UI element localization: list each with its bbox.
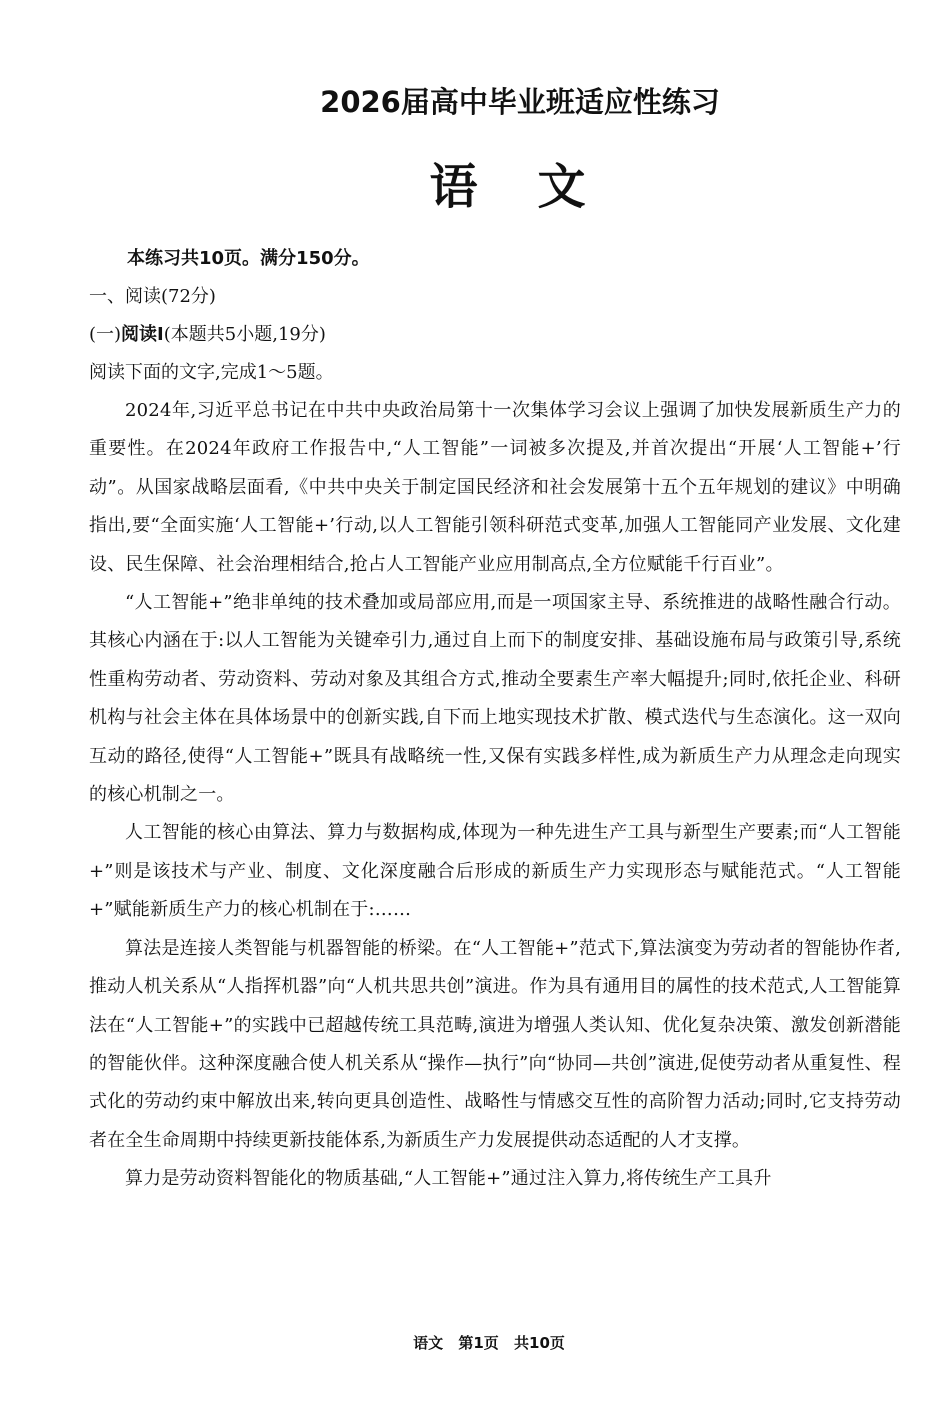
subsection-heading bbox=[89, 316, 901, 354]
subsection-prefix: (一) bbox=[89, 324, 122, 345]
paragraph-2: “人工智能+”绝非单纯的技术叠加或局部应用,而是一项国家主导、系统推进的战略性融合行动。其核心内涵在于:以人工智能为关键牵引力,通过自上而下的制度安排、基础设施布局与政策引导,系统性重构劳动者、劳动资料、劳动对象及其组合方式,推动全要素生产率大幅提升;同时,依托企业、科研机构与社会主体在具体场景中的创新实践,自下而上地实现技术扩散、模式迭代与生态演化。这一双向互动的路径,使得“人工智能+”既具有战略统一性,又保有实践多样性,成为新质生产力从理念走向现实的核心机制之一。 bbox=[89, 592, 901, 806]
paragraph-4: 算法是连接人类智能与机器智能的桥梁。在“人工智能+”范式下,算法演变为劳动者的智能协作者,推动人机关系从“人指挥机器”向“人机共思共创”演进。作为具有通用目的属性的技术范式,人工智能算法在“人工智能+”的实践中已超越传统工具范畴,演进为增强人类认知、优化复杂决策、激发创新潜能的智能伙伴。这种深度融合使人机关系从“操作—执行”向“协同—共创”演进,促使劳动者从重复性、程式化的劳动约束中解放出来,转向更具创造性、战略性与情感交互性的高阶智力活动;同时,它支持劳动者在全生命周期中持续更新技能体系,为新质生产力发展提供动态适配的人才支撑。 bbox=[89, 937, 901, 1151]
subsection-note: (本题共5小题,19分) bbox=[163, 324, 326, 345]
subsection-name: 阅读Ⅰ bbox=[121, 324, 164, 345]
paragraph-1: 2024年,习近平总书记在中共中央政治局第十一次集体学习会议上强调了加快发展新质生产力的重要性。在2024年政府工作报告中,“人工智能”一词被多次提及,并首次提出“开展‘人工智能+’行动”。从国家战略层面看,《中共中央关于制定国民经济和社会发展第十五个五年规划的建议》中明确指出,要“全面实施‘人工智能+’行动,以人工智能引领科研范式变革,加强人工智能同产业发展、文化建设、民生保障、社会治理相结合,抢占人工智能产业应用制高点,全方位赋能千行百业”。 bbox=[89, 400, 901, 575]
footer-total-pages: 共10页 bbox=[514, 1334, 565, 1352]
footer-page-number: 第1页 bbox=[458, 1334, 499, 1352]
exam-content bbox=[89, 240, 901, 1199]
subject-title: 语文 bbox=[429, 159, 646, 215]
paragraph-5: 算力是劳动资料智能化的物质基础,“人工智能+”通过注入算力,将传统生产工具升 bbox=[125, 1168, 772, 1190]
page-footer bbox=[0, 1332, 950, 1353]
paragraph-3: 人工智能的核心由算法、算力与数据构成,体现为一种先进生产工具与新型生产要素;而“人工智能+”则是该技术与产业、制度、文化深度融合后形成的新质生产力实现形态与赋能范式。“人工智能+”赋能新质生产力的核心机制在于:…… bbox=[89, 822, 901, 921]
exam-summary: 本练习共10页。满分150分。 bbox=[127, 248, 370, 269]
exam-title: 2026届高中毕业班适应性练习 bbox=[320, 85, 720, 119]
section-title: 一、阅读(72分) bbox=[89, 286, 216, 307]
footer-subject: 语文 bbox=[413, 1334, 444, 1352]
reading-instruction: 阅读下面的文字,完成1～5题。 bbox=[89, 362, 334, 383]
